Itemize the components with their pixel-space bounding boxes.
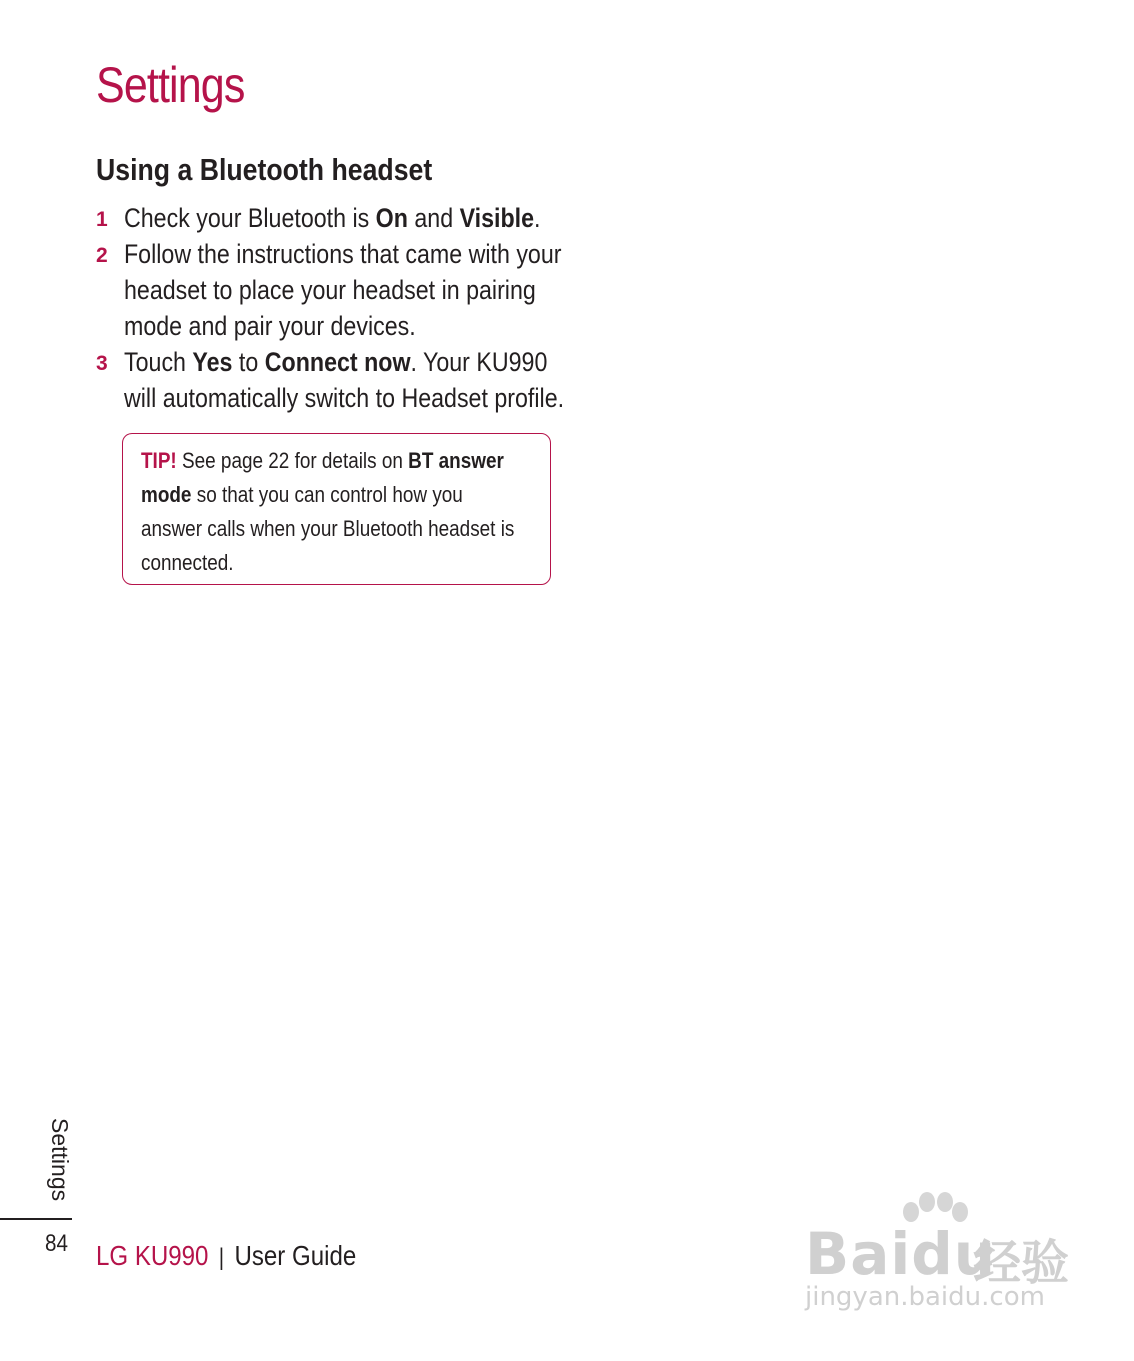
tip-text-line bbox=[141, 444, 514, 478]
tip-text-line bbox=[141, 512, 514, 546]
text-run: connected. bbox=[141, 550, 234, 575]
bold-term: Visible bbox=[459, 203, 535, 233]
step-text-line bbox=[124, 272, 547, 308]
text-run: mode and pair your devices. bbox=[124, 311, 416, 341]
bold-term: Yes bbox=[192, 347, 233, 377]
footer-guide: User Guide bbox=[234, 1240, 357, 1271]
tip-label: TIP! bbox=[141, 448, 177, 473]
watermark-cn: 经验 bbox=[973, 1237, 1070, 1290]
step-text-line bbox=[124, 308, 547, 344]
page-number: 84 bbox=[45, 1230, 68, 1257]
text-run: Check your Bluetooth is bbox=[124, 203, 376, 233]
bold-term: On bbox=[375, 203, 408, 233]
tip-text-line bbox=[141, 546, 514, 580]
text-run: to bbox=[232, 347, 265, 377]
bold-term: BT answer bbox=[408, 448, 504, 473]
text-run: . Your KU990 bbox=[410, 347, 548, 377]
tip-box bbox=[122, 433, 551, 585]
text-run: answer calls when your Bluetooth headset is bbox=[141, 516, 515, 541]
section-heading: Using a Bluetooth headset bbox=[96, 152, 433, 187]
tip-text-line bbox=[141, 478, 514, 512]
text-run: and bbox=[407, 203, 460, 233]
tip-text bbox=[141, 444, 575, 580]
bold-term: Connect now bbox=[264, 347, 411, 377]
watermark-logo: Baidu bbox=[805, 1220, 997, 1288]
steps-list bbox=[96, 200, 616, 416]
footer-model: LG KU990 bbox=[96, 1240, 209, 1271]
text-run: Touch bbox=[124, 347, 193, 377]
step-number: 1 bbox=[96, 208, 108, 231]
text-run: See page 22 for details on bbox=[176, 448, 409, 473]
step-text-line bbox=[124, 236, 562, 272]
list-item bbox=[96, 236, 616, 344]
side-rule-divider bbox=[0, 1218, 72, 1220]
footer bbox=[96, 1240, 356, 1272]
watermark-url: jingyan.baidu.com bbox=[805, 1282, 1045, 1312]
text-run: headset to place your headset in pairing bbox=[124, 275, 536, 305]
bold-term: mode bbox=[141, 482, 192, 507]
footer-separator: | bbox=[218, 1244, 225, 1271]
page-title: Settings bbox=[96, 57, 245, 113]
text-run: Follow the instructions that came with your bbox=[124, 239, 562, 269]
step-number: 3 bbox=[96, 352, 108, 375]
step-text-line bbox=[124, 380, 565, 416]
baidu-watermark bbox=[805, 1190, 1075, 1320]
step-text-line bbox=[124, 200, 547, 236]
side-tab-label: Settings bbox=[47, 1118, 73, 1202]
text-run: so that you can control how you bbox=[191, 482, 463, 507]
text-run: . bbox=[534, 203, 541, 233]
step-text-line bbox=[124, 344, 547, 380]
list-item bbox=[96, 200, 616, 236]
step-number: 2 bbox=[96, 244, 108, 267]
list-item bbox=[96, 344, 616, 416]
text-run: will automatically switch to Headset profile. bbox=[124, 383, 565, 413]
